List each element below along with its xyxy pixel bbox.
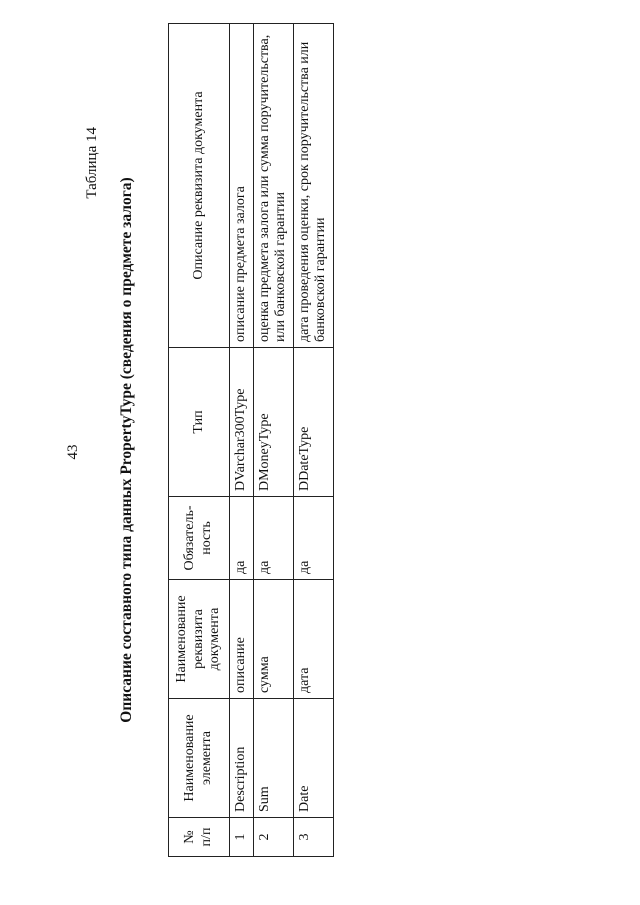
cell-description: дата проведения оценки, срок поручительства или банковской гарантии	[293, 24, 333, 348]
cell-element-name: Description	[230, 699, 254, 818]
table-row	[230, 24, 254, 857]
table-row	[293, 24, 333, 857]
cell-requisite-name: дата	[293, 580, 333, 699]
header-description: Описание реквизита документа	[169, 24, 230, 348]
table-label: Таблица 14	[84, 127, 100, 199]
cell-type: DDateType	[293, 348, 333, 497]
cell-required: да	[230, 497, 254, 580]
cell-num: 2	[253, 818, 293, 857]
header-type: Тип	[169, 348, 230, 497]
header-element-name: Наименование элемента	[169, 699, 230, 818]
rotated-page-content	[0, 15, 640, 885]
header-required: Обязатель-ность	[169, 497, 230, 580]
cell-requisite-name: сумма	[253, 580, 293, 699]
data-table	[168, 23, 334, 857]
page-number: 43	[65, 444, 81, 460]
cell-num: 1	[230, 818, 254, 857]
header-num: № п/п	[169, 818, 230, 857]
cell-description: оценка предмета залога или сумма поручительства, или банковской гарантии	[253, 24, 293, 348]
cell-requisite-name: описание	[230, 580, 254, 699]
header-requisite-name: Наименование реквизита документа	[169, 580, 230, 699]
table-row	[253, 24, 293, 857]
cell-element-name: Sum	[253, 699, 293, 818]
cell-type: DVarchar300Type	[230, 348, 254, 497]
document-title: Описание составного типа данных PropertyType (сведения о предмете залога)	[118, 177, 135, 723]
table-header-row	[169, 24, 230, 857]
cell-required: да	[293, 497, 333, 580]
cell-description: описание предмета залога	[230, 24, 254, 348]
cell-num: 3	[293, 818, 333, 857]
cell-required: да	[253, 497, 293, 580]
cell-element-name: Date	[293, 699, 333, 818]
cell-type: DMoneyType	[253, 348, 293, 497]
